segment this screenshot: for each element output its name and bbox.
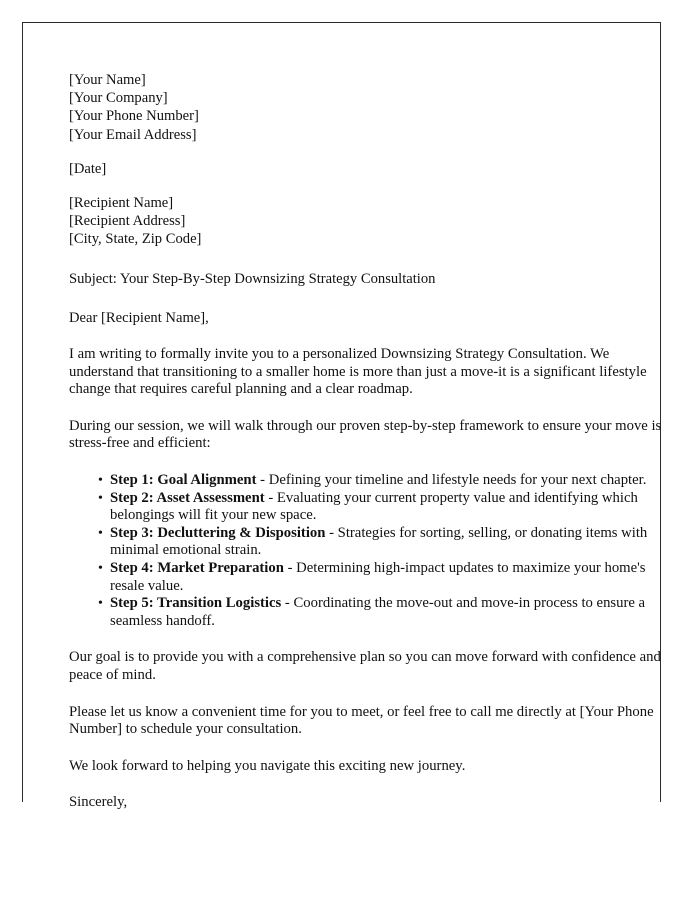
- list-item: [110, 490, 673, 525]
- step-title: Step 4: Market Preparation: [110, 559, 284, 576]
- recipient-line: [Recipient Name]: [69, 195, 174, 212]
- spacer: [69, 453, 673, 472]
- spacer: [69, 739, 673, 758]
- scheduling-paragraph: Please let us know a convenient time for you to meet, or feel free to call me directly at [Your Phone Number] to schedule your consultation.: [69, 703, 654, 738]
- sender-line: [Your Company]: [69, 90, 168, 107]
- recipient-line: [City, State, Zip Code]: [69, 231, 202, 248]
- spacer: [69, 249, 673, 270]
- sender-address-block: [69, 71, 673, 144]
- letter-date: [Date]: [69, 160, 107, 177]
- list-item: [110, 472, 673, 490]
- closing-paragraph: We look forward to helping you navigate this exciting new journey.: [69, 757, 466, 774]
- spacer: [69, 775, 673, 794]
- letter-body: [69, 71, 673, 812]
- spacer: [69, 327, 673, 346]
- goal-paragraph: Our goal is to provide you with a comprehensive plan so you can move forward with confidence and peace of mind.: [69, 649, 661, 683]
- step-title: Step 5: Transition Logistics: [110, 595, 282, 612]
- signoff: Sincerely,: [69, 794, 128, 811]
- subject-line: Subject: Your Step-By-Step Downsizing Strategy Consultation: [69, 270, 436, 287]
- sender-line: [Your Email Address]: [69, 126, 197, 143]
- step-title: Step 2: Asset Assessment: [110, 489, 265, 506]
- step-title: Step 3: Decluttering & Disposition: [110, 524, 326, 541]
- step-title: Step 1: Goal Alignment: [110, 472, 257, 488]
- sender-line: [Your Name]: [69, 72, 146, 88]
- spacer: [69, 630, 673, 649]
- spacer: [69, 178, 673, 194]
- step-description: - Defining your timeline and lifestyle needs for your next chapter.: [256, 472, 647, 488]
- step-description: - Coordinating the move-out and move-in process to ensure a seamless handoff.: [110, 595, 646, 629]
- framework-paragraph: During our session, we will walk through our proven step-by-step framework to ensure your move is stress-free and efficient:: [69, 417, 662, 452]
- list-item: [110, 525, 673, 560]
- sender-line: [Your Phone Number]: [69, 108, 199, 125]
- step-description: - Evaluating your current property value and identifying which belongings will fit your new space.: [110, 489, 638, 524]
- document-page: [22, 22, 662, 811]
- step-description: - Strategies for sorting, selling, or donating items with minimal emotional strain.: [110, 524, 648, 559]
- list-item: [110, 560, 673, 595]
- recipient-line: [Recipient Address]: [69, 213, 186, 230]
- spacer: [69, 288, 673, 309]
- step-description: - Determining high-impact updates to maximize your home's resale value.: [110, 559, 646, 594]
- spacer: [69, 399, 673, 418]
- spacer: [69, 685, 673, 704]
- intro-paragraph: I am writing to formally invite you to a personalized Downsizing Strategy Consultation. We understand that transitioning to a smaller home is more than just a move-it is a significant lifestyle change that requires careful planning and a clear roadmap.: [69, 346, 647, 398]
- recipient-address-block: [69, 194, 673, 249]
- spacer: [69, 144, 673, 160]
- salutation: Dear [Recipient Name],: [69, 309, 209, 326]
- list-item: [110, 595, 673, 630]
- steps-list: [69, 472, 673, 630]
